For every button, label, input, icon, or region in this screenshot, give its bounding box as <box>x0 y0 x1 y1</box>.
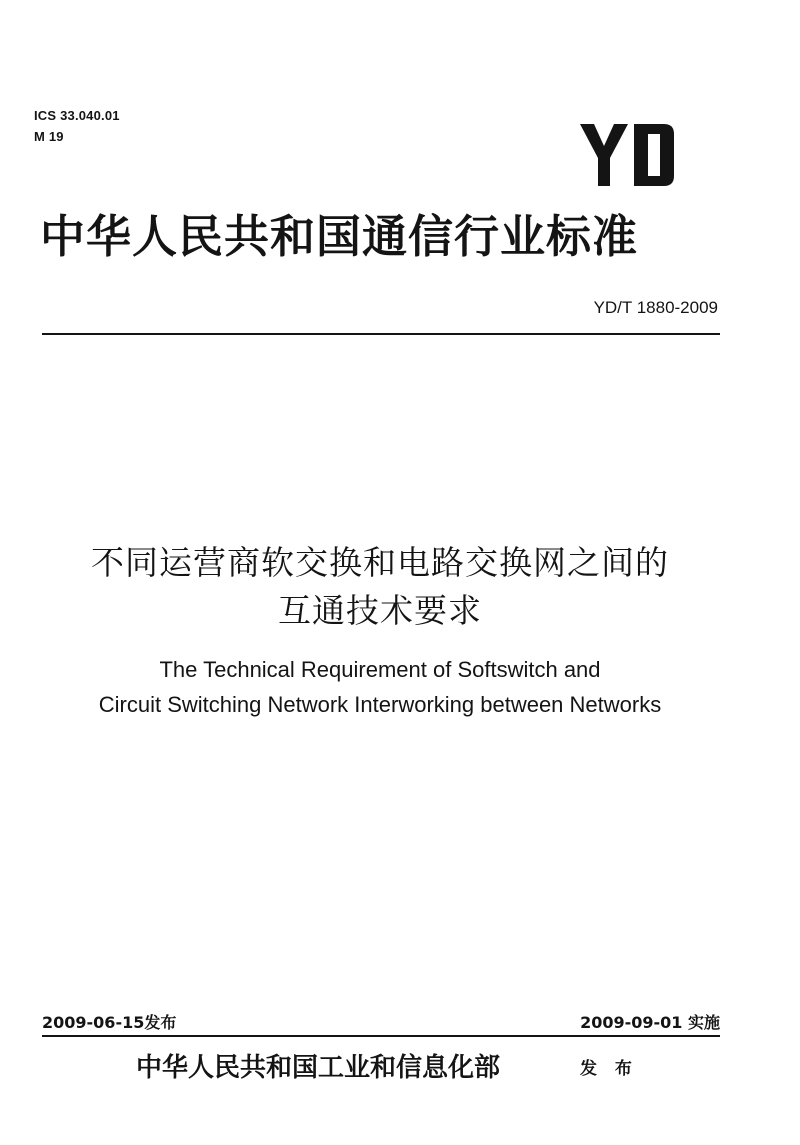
implementation-date-value: 2009-09-01 <box>580 1013 683 1032</box>
document-title-en-line1: The Technical Requirement of Softswitch and <box>159 657 601 682</box>
classification-code: M 19 <box>34 129 64 144</box>
footer-divider <box>42 1035 720 1037</box>
issue-date <box>42 1012 176 1034</box>
ics-code: ICS 33.040.01 <box>34 108 120 123</box>
issued-label: 发 布 <box>580 1059 638 1079</box>
document-title-en-line2: Circuit Switching Network Interworking between Networks <box>98 692 662 717</box>
yd-industry-logo <box>580 124 680 186</box>
issuing-authority: 中华人民共和国工业和信息化部 <box>136 1053 501 1083</box>
issue-date-value: 2009-06-15 <box>42 1013 145 1032</box>
implementation-date <box>580 1012 720 1034</box>
document-title-cn-line2: 互通技术要求 <box>278 591 482 630</box>
industry-standard-title: 中华人民共和国通信行业标准 <box>40 210 639 263</box>
document-title-cn-line1: 不同运营商软交换和电路交换网之间的 <box>91 543 669 582</box>
header-divider <box>42 333 720 335</box>
issue-date-label: 发布 <box>144 1013 177 1032</box>
standard-number: YD/T 1880-2009 <box>593 298 718 317</box>
implementation-date-label: 实施 <box>687 1013 720 1032</box>
